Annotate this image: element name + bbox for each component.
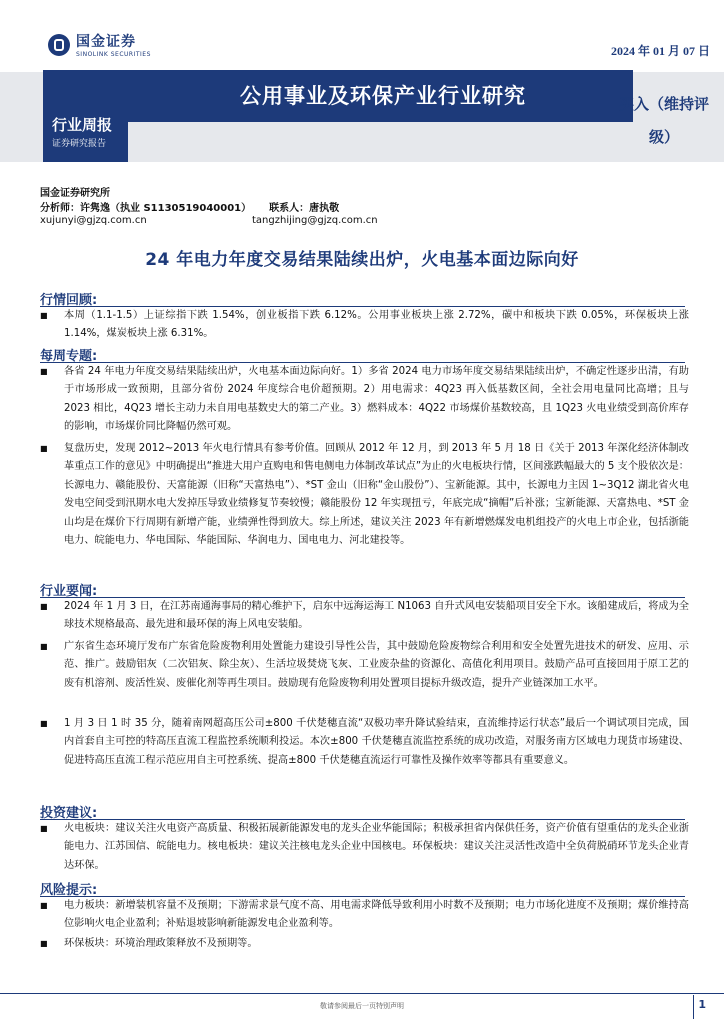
industry-title: 公用事业及环保产业行业研究 bbox=[240, 84, 526, 108]
bullet-icon: ■ bbox=[40, 642, 48, 651]
footer-disclaimer: 敬请参阅最后一页特别声明 bbox=[320, 1002, 404, 1010]
weekly-topic-heading: 每周专题: bbox=[40, 349, 98, 364]
contact-name: 联系人：唐执敬 bbox=[269, 203, 340, 214]
brand-name-en: SINOLINK SECURITIES bbox=[76, 51, 151, 58]
bullet-icon: ■ bbox=[40, 901, 48, 910]
contact-email[interactable]: tangzhijing@gjzq.com.cn bbox=[252, 215, 378, 226]
brand-logo-icon bbox=[48, 34, 70, 56]
page-number: 1 bbox=[698, 998, 706, 1011]
bullet-icon: ■ bbox=[40, 444, 48, 453]
research-institute: 国金证券研究所 bbox=[40, 188, 110, 199]
investment-advice-heading: 投资建议: bbox=[40, 806, 98, 821]
report-date: 2024 年 01 月 07 日 bbox=[610, 44, 710, 58]
footer-divider bbox=[0, 993, 724, 994]
brand-logo bbox=[48, 31, 151, 58]
report-header bbox=[0, 0, 724, 160]
risk-warning-heading: 风险提示: bbox=[40, 883, 98, 898]
report-title: 24 年电力年度交易结果陆续出炉，火电基本面边际向好 bbox=[145, 250, 579, 270]
page-number-divider bbox=[693, 995, 694, 1019]
bullet-icon: ■ bbox=[40, 824, 48, 833]
brand-name: 国金证券 bbox=[76, 34, 136, 50]
analyst-email[interactable]: xujunyi@gjzq.com.cn bbox=[40, 215, 147, 226]
bullet-icon: ■ bbox=[40, 939, 48, 948]
report-type: 证券研究报告 bbox=[52, 139, 107, 149]
bullet-icon: ■ bbox=[40, 311, 48, 320]
analyst-line bbox=[40, 199, 339, 214]
report-label: 行业周报 bbox=[52, 116, 113, 134]
bullet-icon: ■ bbox=[40, 367, 48, 376]
bullet-icon: ■ bbox=[40, 602, 48, 611]
market-review-heading: 行情回顾: bbox=[40, 293, 98, 308]
rating-badge: 买入（维持评级） bbox=[618, 95, 709, 146]
industry-news-heading: 行业要闻: bbox=[40, 584, 98, 599]
bullet-icon: ■ bbox=[40, 719, 48, 728]
analyst-name: 分析师：许隽逸（执业 S1130519040001） bbox=[40, 203, 252, 214]
email-line bbox=[40, 215, 440, 226]
